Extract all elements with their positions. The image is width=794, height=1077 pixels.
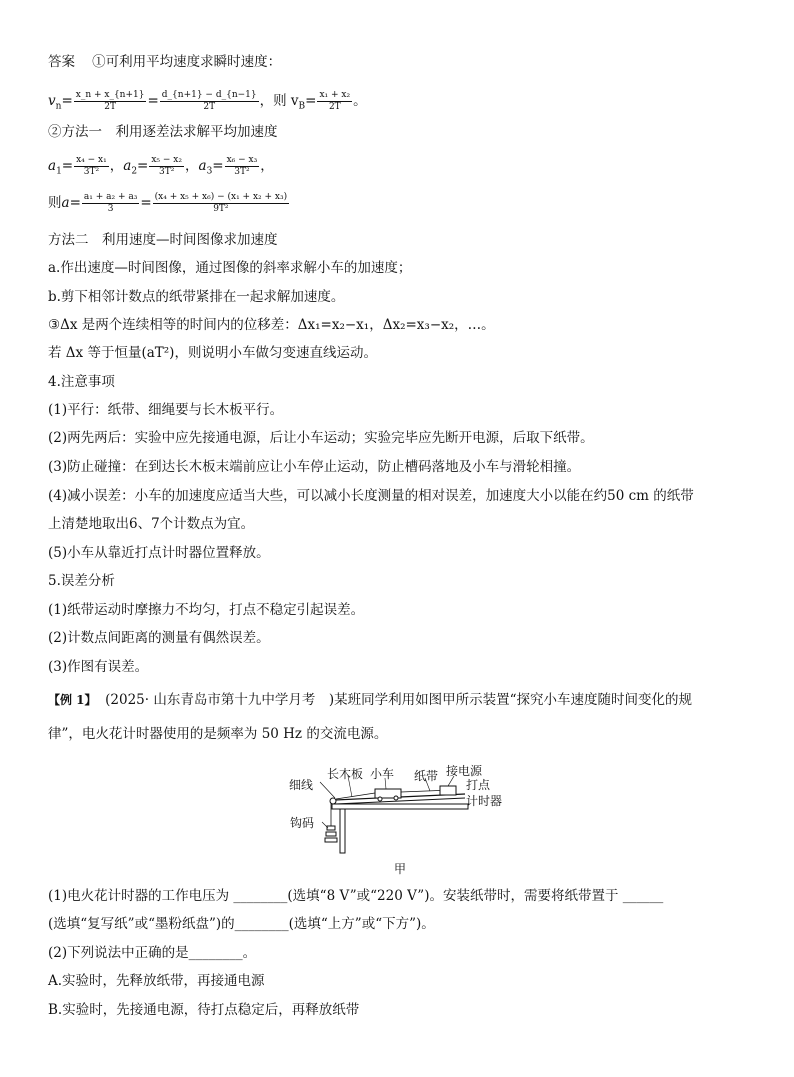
frac-a2-num: x₅ − x₂ (151, 155, 182, 165)
formula-a123: $a_1=$ $\frac{\text{x₄ − x₁}}{\text{3T²}}$ ，$a_2=$ $\frac{\text{x₅ − x₂}}{\text{3T²}}$ ，$a_3=$ $\frac{\text{x₆ − x₃}}{\text{3T²}}$ ， (48, 155, 274, 177)
frac-vn-1-den: 2T (104, 102, 116, 112)
frac-vn-1-num: x_n + x_{n+1} (75, 90, 145, 100)
vn-symbol: v (48, 93, 56, 109)
label-cart: 小车 (370, 767, 395, 781)
frac-a3 (225, 155, 260, 178)
question-1b: (选填“复写纸”或“墨粉纸盘”)的________(选填“上方”或“下方”)。 (48, 916, 435, 932)
label-weight: 钩码 (290, 816, 315, 830)
label-timer: 计时器 (466, 794, 503, 808)
then-vb: ，则 v (259, 93, 299, 109)
frac-vn-2-num: d_{n+1} − d_{n−1} (161, 90, 257, 100)
frac-vn-2-den: 2T (203, 102, 216, 112)
note-3: (3)防止碰撞：在到达长木板末端前应让小车停止运动，防止槽码落地及小车与滑轮相撞。 (48, 459, 581, 475)
frac-avg2-den: 9T² (213, 204, 229, 214)
example-line-2: 律”，电火花计时器使用的是频率为 50 Hz 的交流电源。 (48, 726, 388, 742)
label-dot: 打点 (466, 778, 491, 792)
note-2: (2)两先两后：实验中应先接通电源，后让小车运动；实验完毕应先断开电源，后取下纸带。 (48, 430, 594, 446)
example-tag: 【例 1】 (48, 693, 97, 707)
method2-a: a.作出速度—时间图像，通过图像的斜率求解小车的加速度； (48, 260, 412, 276)
label-tape: 纸带 (414, 769, 439, 783)
note-1: (1)平行：纸带、细绳要与长木板平行。 (48, 402, 284, 418)
example-line-1 (48, 690, 692, 710)
frac-avg-num: a₁ + a₂ + a₃ (83, 192, 138, 202)
point3-line: ③Δx 是两个连续相等的时间内的位移差：Δx₁=x₂−x₁，Δx₂=x₃−x₂，…。 (48, 317, 495, 333)
error-2: (2)计数点间距离的测量有偶然误差。 (48, 630, 270, 646)
frac-avg (82, 192, 139, 215)
answer-title: 答案 (48, 54, 75, 70)
label-board: 长木板 (327, 767, 364, 781)
frac-a2 (149, 155, 184, 178)
frac-a2-den: 3T² (159, 167, 175, 177)
example-source: (2025· 山东青岛市第十九中学月考 )某班同学利用如图甲所示装置“探究小车速度随时间变化的规 (105, 692, 692, 708)
figure-caption: 甲 (394, 862, 407, 876)
frac-a1-den: 3T² (83, 167, 100, 177)
formula-avg-a: 则a= $\frac{\text{a₁ + a₂ + a₃}}{3}$ = $\frac{\text{(x₄ + x₅ + x₆) − (x₁ + x₂ + x₃)}}{\text{9T²}}$ (48, 192, 288, 214)
answer-line-1 (48, 52, 281, 72)
method2-b: b.剪下相邻计数点的纸带紧排在一起求解加速度。 (48, 289, 345, 305)
question-1a: (1)电火花计时器的工作电压为 ________(选填“8 V”或“220 V”)。安装纸带时，需要将纸带置于 ______ (48, 888, 664, 904)
vn-sub: n (55, 101, 62, 112)
vb-sub: B (298, 101, 306, 112)
option-a: A.实验时，先释放纸带，再接通电源 (48, 973, 265, 989)
option-b: B.实验时，先接通电源，待打点稳定后，再释放纸带 (48, 1002, 360, 1018)
label-string: 细线 (289, 778, 314, 792)
method2-line: 方法二 利用速度—时间图像求加速度 (48, 232, 278, 248)
answer-point1: ①可利用平均速度求瞬时速度： (92, 54, 282, 70)
frac-avg-den: 3 (107, 204, 114, 214)
frac-vb-den: 2T (328, 102, 341, 112)
frac-a3-num: x₆ − x₃ (226, 155, 258, 165)
frac-vn-2 (160, 90, 259, 113)
frac-avg2 (153, 192, 289, 215)
frac-a1-num: x₄ − x₁ (76, 155, 107, 165)
error-3: (3)作图有误差。 (48, 659, 149, 675)
frac-a1 (74, 155, 109, 178)
errors-heading: 5.误差分析 (48, 573, 115, 589)
frac-vn-1 (74, 90, 147, 113)
note-4b: 上清楚地取出6、7个计数点为宜。 (48, 516, 255, 532)
error-1: (1)纸带运动时摩擦力不均匀，打点不稳定引起误差。 (48, 602, 365, 618)
note-4a: (4)减小误差：小车的加速度应适当大些，可以减小长度测量的相对误差，加速度大小以能在约50 cm 的纸带 (48, 488, 694, 504)
question-2: (2)下列说法中正确的是________。 (48, 945, 257, 961)
frac-vb-num: x₁ + x₂ (319, 90, 351, 100)
notes-heading: 4.注意事项 (48, 374, 115, 390)
label-power: 接电源 (446, 764, 483, 778)
formula-vn: $v_n=$ $\frac{x\_n + x\_\{n+1\}}{2T}$ = $\frac{d\_\{n+1\} - d\_\{n-1\}}{2T}$ ，则 $v_B=$ $\frac{\text{x₁ + x₂}}{2T}$ 。 (48, 90, 367, 112)
frac-avg2-num: (x₄ + x₅ + x₆) − (x₁ + x₂ + x₃) (154, 192, 288, 202)
avg-prefix: 则 (48, 195, 62, 211)
point3b-line: 若 Δx 等于恒量(aT²)，则说明小车做匀变速直线运动。 (48, 345, 377, 361)
frac-vb (317, 90, 352, 113)
note-5: (5)小车从靠近打点计时器位置释放。 (48, 545, 270, 561)
frac-a3-den: 3T² (234, 167, 250, 177)
method1-line: ②方法一 利用逐差法求解平均加速度 (48, 124, 278, 140)
